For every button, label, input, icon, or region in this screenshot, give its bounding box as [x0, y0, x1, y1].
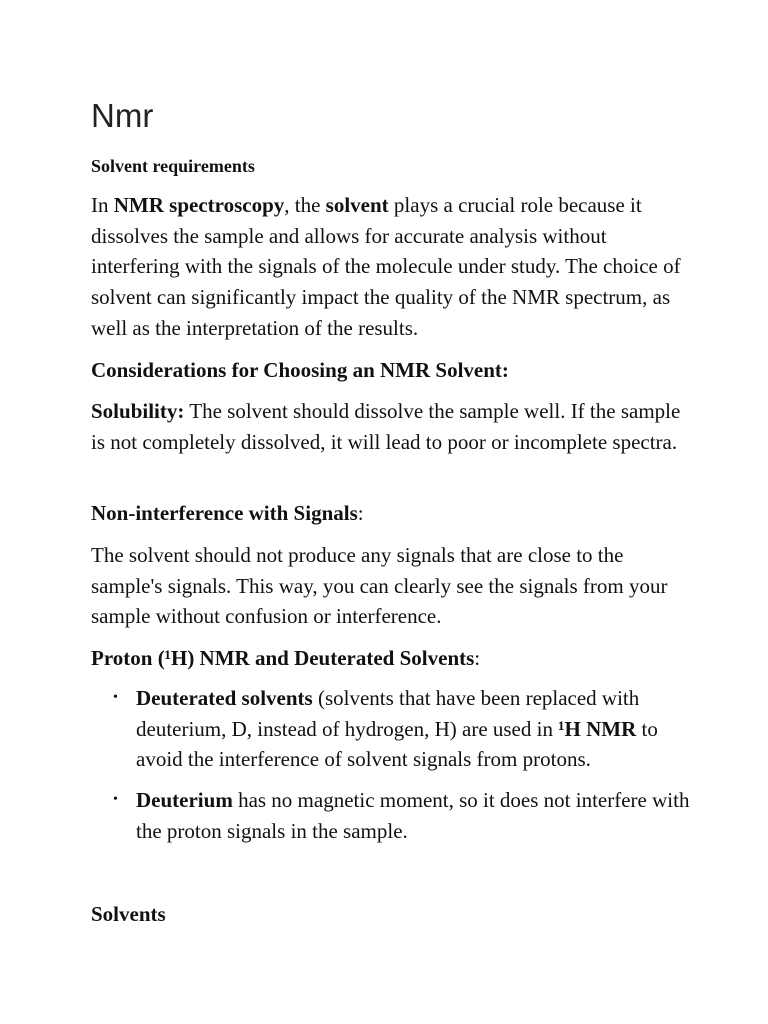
noninterference-heading — [91, 498, 681, 529]
intro-bold-solvent: solvent — [325, 193, 389, 217]
subtitle: Solvent requirements — [91, 156, 255, 176]
solubility-label: Solubility: — [91, 399, 185, 423]
proton-colon: : — [474, 646, 481, 670]
bullet-bold: Deuterium — [136, 788, 233, 813]
bullet-bold: ¹H NMR — [558, 716, 637, 741]
proton-heading-text: Proton (¹H) NMR and Deuterated Solvents — [91, 646, 475, 670]
noninterference-paragraph: The solvent should not produce any signals that are close to the sample's signals. This way, you can clearly see the signals from your sample without confusion or interference. — [91, 543, 668, 629]
intro-text-1: In — [91, 193, 114, 217]
intro-paragraph — [91, 190, 681, 344]
bullet-list — [91, 683, 691, 857]
solvents-heading: Solvents — [91, 902, 166, 926]
page-title: Nmr — [91, 97, 154, 134]
bullet-bold: Deuterated solvents — [136, 686, 313, 710]
considerations-heading: Considerations for Choosing an NMR Solvent: — [91, 358, 509, 382]
bullet-icon: • — [113, 792, 118, 808]
list-item — [91, 683, 691, 775]
noninterference-heading-text: Non-interference with Signals — [91, 501, 358, 525]
proton-heading — [91, 643, 681, 674]
solubility-paragraph — [91, 396, 681, 457]
intro-bold-nmr: NMR spectroscopy — [113, 193, 285, 217]
intro-text-3: plays a crucial role because it dissolves the sample and allows for accurate analysis without interfering with the signals of the molecule under study. The choice of solvent can significantly impact the quality of the NMR spectrum, as well as the interpretation of the results. — [91, 193, 681, 340]
solubility-text: The solvent should dissolve the sample well. If the sample is not completely dissolved, it will lead to poor or incomplete spectra. — [91, 399, 681, 454]
bullet-text: has no magnetic moment, so it does not interfere with the proton signals in the sample. — [136, 788, 690, 843]
intro-text-2: , the — [284, 193, 326, 217]
list-item — [91, 785, 691, 846]
bullet-text: (solvents that have been replaced with deuterium, D, instead of hydrogen, H) are used in — [136, 686, 640, 741]
bullet-text: to avoid the interference of solvent signals from protons. — [136, 716, 658, 772]
bullet-icon: • — [113, 690, 118, 705]
noninterference-colon: : — [357, 501, 364, 525]
